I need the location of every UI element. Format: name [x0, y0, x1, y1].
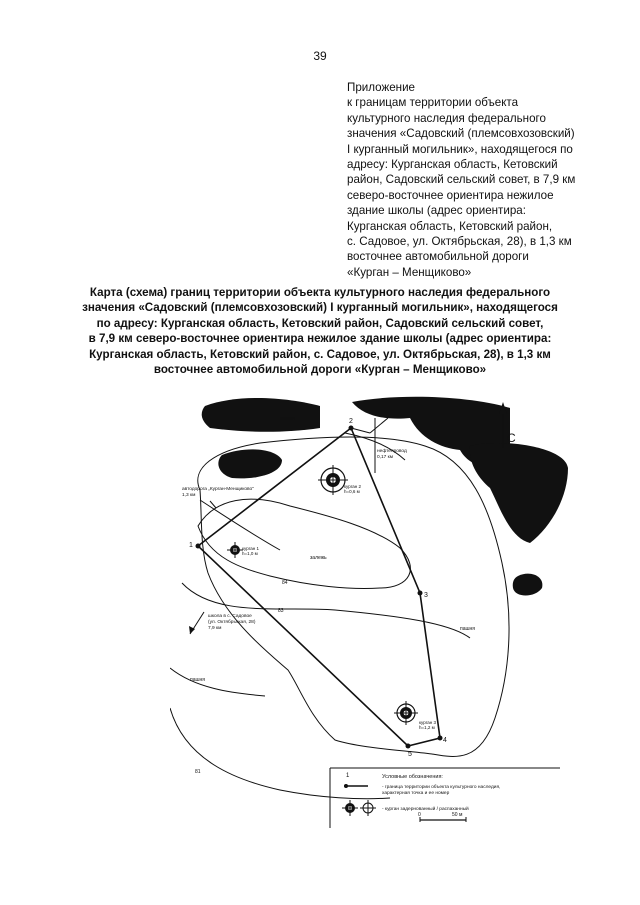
appendix-line: район, Садовский сельский совет, в 7,9 км [347, 173, 576, 187]
legend-boundary-text: - граница территории объекта культурного наследия, [382, 785, 501, 790]
road-line [170, 668, 265, 696]
map-title-line: значения «Садовский (племсовхозовский) I курганный могильник», находящегося [82, 301, 558, 315]
oil-pipeline-label: нефтепровод [377, 449, 407, 454]
forest-patch [202, 398, 320, 432]
boundary-point [406, 744, 411, 749]
kurgan-3-height: h=1,2 м [419, 725, 435, 730]
map-title-line: Курганская область, Кетовский район, с. Садовое, ул. Октябрьская, 28), в 1,3 км [89, 347, 551, 361]
road-label: автодорога „Курган-Менщиково" [182, 487, 254, 492]
appendix-line: адресу: Курганская область, Кетовский [347, 158, 558, 172]
scale-end-label: 50 м [452, 812, 463, 818]
kurgan-1-label: курган 1 [242, 546, 260, 551]
land-use-label: пашня [190, 677, 205, 683]
road-distance: 1,3 км [182, 493, 196, 498]
contour-label: 83 [278, 608, 284, 614]
north-label: С [507, 431, 516, 445]
point-label-4: 4 [443, 737, 447, 744]
kurgan-1-height: h=1,0 м [242, 551, 258, 556]
contour-line-84 [198, 499, 410, 588]
appendix-line: I курганный могильник», находящегося по [347, 142, 573, 156]
legend-boundary-text: характерная точка и ее номер [382, 791, 450, 796]
school-address: (ул. Октябрьская, 28) [208, 620, 256, 625]
forest-patch [218, 449, 282, 478]
boundary-point [418, 591, 423, 596]
appendix-text-block [347, 80, 607, 280]
forest-patch [470, 443, 568, 543]
map-title-line: Карта (схема) границ территории объекта культурного наследия федерального [89, 286, 551, 299]
appendix-line: здание школы (адрес ориентира: [347, 204, 526, 218]
land-use-label: залежь [310, 555, 327, 561]
appendix-line: Приложение [347, 81, 416, 94]
legend-title: Условные обозначения: [382, 774, 443, 780]
contour-label: 84 [282, 580, 288, 586]
kurgan-icon [394, 701, 418, 725]
appendix-line: с. Садовое, ул. Октябрьская, 28), в 1,3 км [347, 235, 572, 249]
legend-kurgan-icon [342, 800, 358, 816]
appendix-line: к границам территории объекта [347, 96, 519, 110]
page-number: 39 [313, 49, 327, 63]
appendix-line: восточнее автомобильной дороги [347, 250, 529, 264]
road-line [200, 500, 280, 550]
boundary-point [438, 736, 443, 741]
point-label-1: 1 [189, 542, 193, 549]
appendix-line: «Курган – Менщиково» [347, 265, 472, 279]
land-use-label: пашня [460, 626, 475, 632]
appendix-line: северо-восточнее ориентира нежилое [347, 188, 554, 202]
route-line [370, 418, 388, 433]
route-line [351, 428, 370, 433]
site-map [170, 388, 570, 828]
map-title [40, 285, 600, 377]
legend-point [344, 784, 348, 788]
kurgan-2-height: h=0,6 м [344, 489, 360, 494]
map-title-line: по адресу: Курганская область, Кетовский район, Садовский сельский совет, [96, 316, 544, 330]
legend-kurgan-plowed-icon [360, 800, 376, 816]
kurgan-2-label: курган 2 [344, 484, 362, 489]
map-title-line: в 7,9 км северо-восточнее ориентира нежилое здание школы (адрес ориентира: [88, 332, 552, 346]
legend-marker-number: 1 [346, 773, 350, 779]
contour-line-81 [170, 708, 390, 799]
boundary-point [196, 544, 201, 549]
boundary-point [349, 426, 354, 431]
legend-kurgan-text: - курган задернованный / распаханный [382, 807, 469, 812]
kurgan-3-label: курган 3 [419, 720, 437, 725]
school-label: школа в с. Садовое [208, 614, 252, 619]
site-map-svg [170, 388, 570, 828]
point-label-5: 5 [408, 751, 412, 758]
point-label-2: 2 [349, 418, 353, 425]
map-title-line: восточнее автомобильной дороги «Курган – Менщиково» [153, 363, 487, 377]
kurgan-icon [227, 542, 243, 558]
point-label-3: 3 [424, 592, 428, 599]
appendix-line: Курганская область, Кетовский район, [347, 219, 553, 233]
appendix-line: значения «Садовский (племсовхозовский) [347, 127, 575, 141]
appendix-line: культурного наследия федерального [347, 111, 546, 125]
land-use-label: пашня [280, 416, 295, 422]
scale-start-label: 0 [418, 812, 421, 818]
school-distance: 7,9 км [208, 626, 222, 631]
legend [330, 768, 560, 828]
forest-patch [513, 574, 543, 596]
contour-label: 81 [195, 769, 201, 775]
oil-pipeline-distance: 0,17 км [377, 455, 394, 460]
